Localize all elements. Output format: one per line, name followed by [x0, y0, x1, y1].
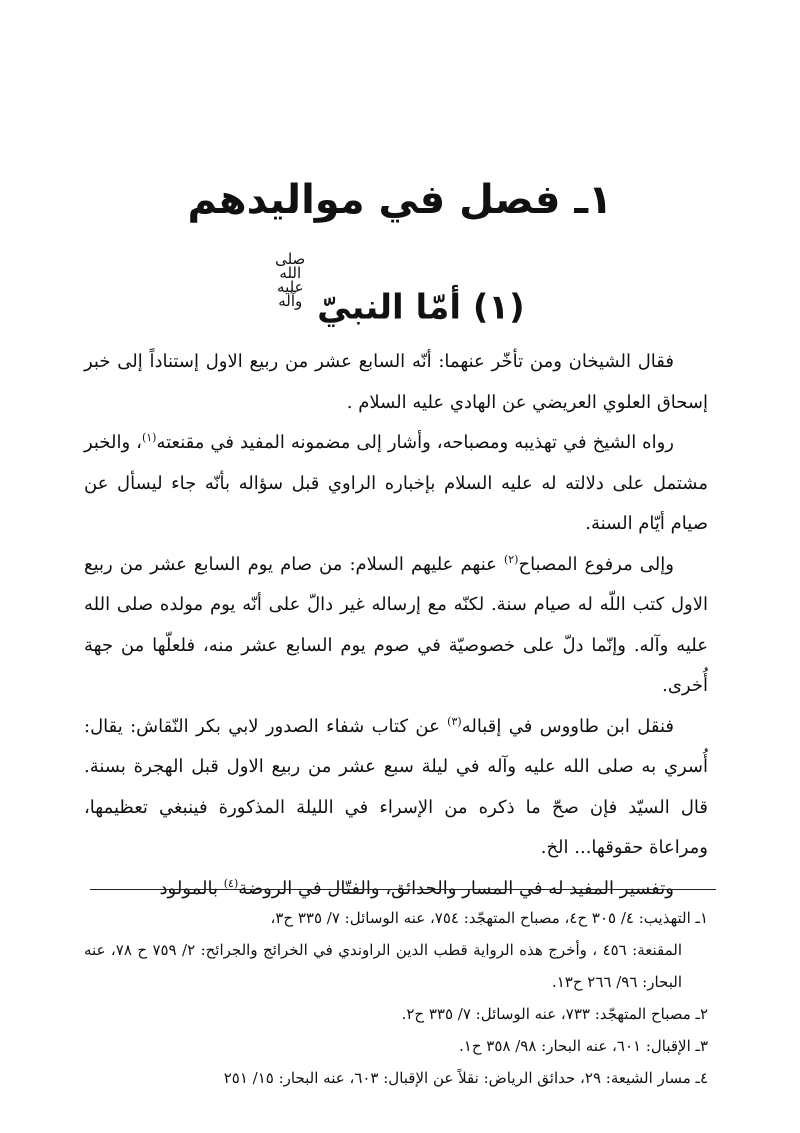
paragraph-text: وإلى مرفوع المصباح — [518, 553, 674, 575]
footnote-divider — [90, 889, 716, 890]
footnote-1: ١ـ التهذيب: ٤/ ٣٠٥ ح٤، مصباح المتهجّد: ٧٥٤، عنه الوسائل: ٧/ ٣٣٥ ح٣، — [270, 909, 708, 927]
footnote-3: ٣ـ الإقبال: ٦٠١، عنه البحار: ٩٨/ ٣٥٨ ح١. — [458, 1037, 708, 1055]
paragraph-4 — [84, 707, 708, 869]
footnote-2: ٢ـ مصباح المتهجّد: ٧٣٣، عنه الوسائل: ٧/ ٣٣٥ ح٢. — [401, 1005, 708, 1023]
paragraph-tail: عن كتاب شفاء الصدور لابي بكر النّقاش: يقال: أُسري به صلى الله عليه وآله في ليلة سبع عشر من ربيع الاول قبل الهجرة بسنة. قال السيّد فإن صحّ ما ذكره من الإسراء في الليلة المذكورة فينبغي تعظيمها، ومراعاة حقوقها... الخ. — [84, 715, 708, 858]
body-text — [84, 342, 708, 909]
section-title-text: (١) أمّا النبيّ — [317, 287, 525, 328]
paragraph-text: رواه الشيخ في تهذيبه ومصباحه، وأشار إلى مضمونه المفيد في مقنعته — [156, 432, 674, 453]
honorific-glyph: صلى الله عليه وآله — [275, 250, 306, 310]
footnotes — [84, 902, 708, 1094]
paragraph-text: فقال الشيخان ومن تأخّر عنهما: أنّه السابع عشر من ربيع الاول إستناداً إلى خبر إسحاق العلوي العريضي عن الهادي — [84, 351, 708, 413]
footnote-1-continued: المقنعة: ٤٥٦ ، وأخرج هذه الرواية قطب الدين الراوندي في الخرائج والجرائح: ٢/ ٧٥٩ ح ٧٨، عنه البحار: ٩٦/ ٢٦٦ ح١٣. — [84, 941, 683, 991]
paragraph-text: فنقل ابن طاووس في إقباله — [461, 715, 674, 737]
section-title — [0, 252, 800, 332]
paragraph-tail: بالمولود — [159, 877, 224, 899]
footnote-ref[interactable]: (٢) — [503, 552, 519, 566]
paragraph-tail: عليه السلام . — [346, 391, 445, 413]
chapter-title: ١ـ فصل في مواليدهم — [187, 177, 613, 223]
paragraph-3 — [84, 545, 708, 707]
paragraph-tail: عنهم عليهم السلام: من صام يوم السابع عشر من ربيع الاول كتب اللّه له صيام سنة. لكنّه مع إرساله غير دالّ على أنّه يوم مولده صلى الله عليه وآله. وإنّما دلّ على خصوصيّة في صوم يوم السابع عشر منه، فلعلّها من جهة أُخرى. — [84, 553, 708, 696]
footnote-ref[interactable]: (١) — [141, 431, 157, 444]
footnote-ref[interactable]: (٣) — [447, 714, 462, 728]
paragraph-tail: ، والخبر مشتمل على دلالته له عليه السلام بإخباره الراوي قبل سؤاله بأنّه جاء ليسأل عن صيام أيّام السنة. — [84, 432, 708, 534]
footnote-4: ٤ـ مسار الشيعة: ٢٩، حدائق الرياض: نقلاً عن الإقبال: ٦٠٣، عنه البحار: ١٥/ ٢٥١ — [223, 1069, 708, 1087]
footnote-ref[interactable]: (٤) — [223, 876, 239, 890]
paragraph-2 — [84, 423, 708, 545]
paragraph-text: وتفسير المفيد له في المسار والحدائق، والفتّال في الروضة — [238, 877, 674, 899]
paragraph-1 — [84, 342, 708, 423]
